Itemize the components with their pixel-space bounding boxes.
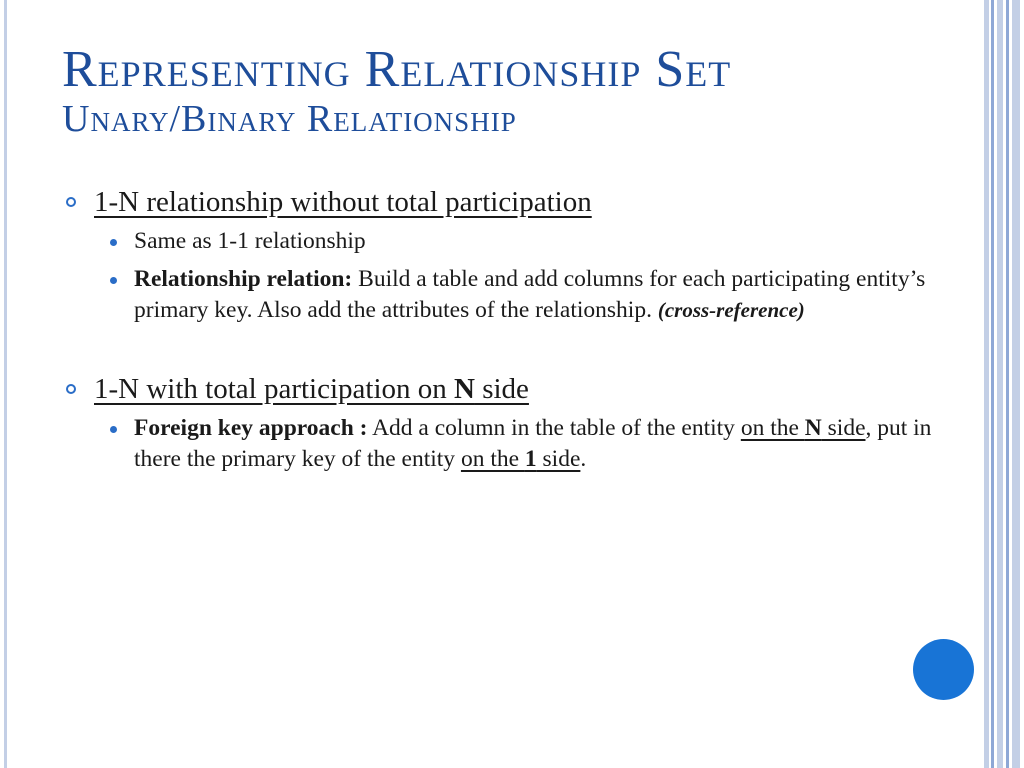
sub-bullet-item <box>62 264 942 326</box>
heading-text: side <box>474 373 529 405</box>
sub-bullet-item <box>62 226 942 257</box>
cross-reference-note: (cross-reference) <box>657 298 805 322</box>
title-main: Representing Relationship Set <box>62 41 732 98</box>
ring-bullet-icon <box>66 384 76 394</box>
sub-bullet-text: Add a column in the table of the entity <box>367 415 741 441</box>
stripe <box>1012 0 1020 768</box>
bullet-item-1 <box>62 185 942 219</box>
slide-left-border <box>4 0 7 768</box>
stripe <box>1006 0 1009 768</box>
underlined-phrase <box>741 415 866 441</box>
phrase-text: on the <box>740 415 805 441</box>
sub-bullet-text: Same as 1-1 relationship <box>134 228 366 254</box>
title-subtitle: Unary/Binary Relationship <box>62 98 517 140</box>
slide-title <box>62 41 962 140</box>
sub-bullet-text: , put in there the primary key of the entity <box>134 415 932 472</box>
stripe <box>991 0 994 768</box>
decorative-stripes <box>982 0 1024 768</box>
bullet-heading <box>94 373 529 405</box>
sub-bullet-label: Relationship relation: <box>134 266 353 292</box>
sub-bullet-label: Foreign key approach : <box>134 415 368 441</box>
bullet-heading: 1-N relationship without total participation <box>94 186 592 218</box>
sub-bullet-text: . <box>580 446 587 472</box>
phrase-emphasis: 1 <box>524 446 537 472</box>
dot-bullet-icon <box>110 277 117 284</box>
dot-bullet-icon <box>110 239 117 246</box>
slide-content <box>62 185 942 475</box>
heading-emphasis: N <box>454 373 475 405</box>
dot-bullet-icon <box>110 426 117 433</box>
phrase-text: on the <box>460 446 525 472</box>
bullet-item-2 <box>62 372 942 406</box>
stripe <box>984 0 989 768</box>
underlined-phrase <box>461 446 580 472</box>
ring-bullet-icon <box>66 197 76 207</box>
phrase-text: side <box>536 446 581 472</box>
phrase-emphasis: N <box>804 415 822 441</box>
phrase-text: side <box>821 415 866 441</box>
sub-bullet-text: Build a table and add columns for each participating entity’s primary key. Also add the attributes of the relationship. <box>134 266 926 323</box>
sub-bullet-item <box>62 413 942 475</box>
decorative-circle <box>913 639 974 700</box>
heading-text: 1-N with total participation on <box>94 373 455 405</box>
stripe <box>997 0 1003 768</box>
